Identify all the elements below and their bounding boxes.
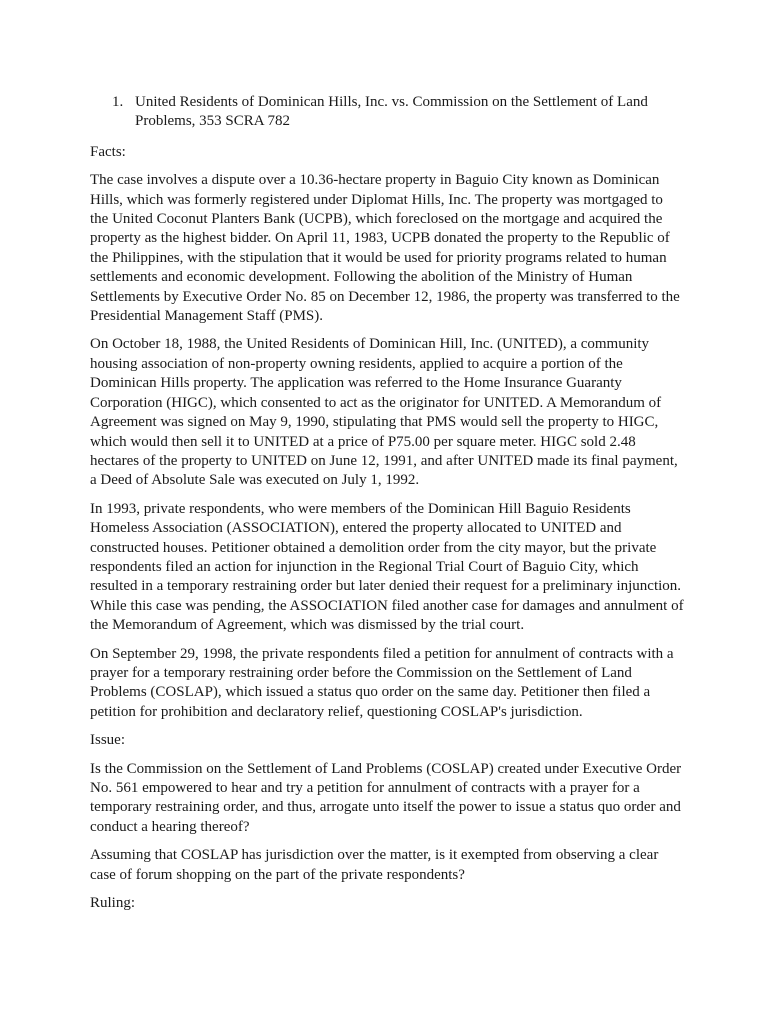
case-number: 1. [112, 94, 124, 110]
case-title: United Residents of Dominican Hills, Inc. vs. Commission on the Settlement of Land Problems, 353 SCRA 782 [135, 94, 648, 130]
facts-paragraph: On October 18, 1988, the United Residents of Dominican Hill, Inc. (UNITED), a community housing association of non-property owning residents, applied to acquire a portion of the Dominican Hills property. The application was referred to the Home Insurance Guaranty Corporation (HIGC), which consented to act as the originator for UNITED. A Memorandum of Agreement was signed on May 9, 1990, stipulating that PMS would sell the property to HIGC, which would then sell it to UNITED at a price of P75.00 per square meter. HIGC sold 2.48 hectares of the property to UNITED on June 12, 1991, and after UNITED made its final payment, a Deed of Absolute Sale was executed on July 1, 1992. [90, 336, 678, 489]
case-heading [90, 93, 684, 132]
document-page [90, 93, 684, 922]
issue-label: Issue: [90, 732, 125, 749]
ruling-label: Ruling: [90, 895, 136, 912]
facts-paragraph: In 1993, private respondents, who were members of the Dominican Hill Baguio Residents Homeless Association (ASSOCIATION), entered the property allocated to UNITED and constructed houses. Petitioner obtained a demolition order from the city mayor, but the private respondents filed an action for injunction in the Regional Trial Court of Baguio City, which resulted in a temporary restraining order but later denied their request for a preliminary injunction. While this case was pending, the ASSOCIATION filed another case for damages and annulment of the Memorandum of Agreement, which was dismissed by the trial court. [90, 500, 684, 634]
facts-label: Facts: [90, 143, 126, 160]
facts-paragraph: The case involves a dispute over a 10.36-hectare property in Baguio City known as Dominican Hills, which was formerly registered under Diplomat Hills, Inc. The property was mortgaged to the United Coconut Planters Bank (UCPB), which foreclosed on the mortgage and acquired the property as the highest bidder. On April 11, 1983, UCPB donated the property to the Republic of the Philippines, with the stipulation that it would be used for priority programs related to human settlements and economic development. Following the abolition of the Ministry of Human Settlements by Executive Order No. 85 on December 12, 1986, the property was transferred to the Presidential Management Staff (PMS). [90, 172, 680, 325]
issue-paragraph: Assuming that COSLAP has jurisdiction over the matter, is it exempted from observing a clear case of forum shopping on the part of the private respondents? [90, 847, 659, 883]
facts-paragraph: On September 29, 1998, the private respondents filed a petition for annulment of contracts with a prayer for a temporary restraining order before the Commission on the Settlement of Land Problems (COSLAP), which issued a status quo order on the same day. Petitioner then filed a petition for prohibition and declaratory relief, questioning COSLAP's jurisdiction. [90, 645, 674, 720]
issue-paragraph: Is the Commission on the Settlement of Land Problems (COSLAP) created under Executive Order No. 561 empowered to hear and try a petition for annulment of contracts with a prayer for a temporary restraining order, and thus, arrogate unto itself the power to issue a status quo order and conduct a hearing thereof? [90, 760, 682, 835]
